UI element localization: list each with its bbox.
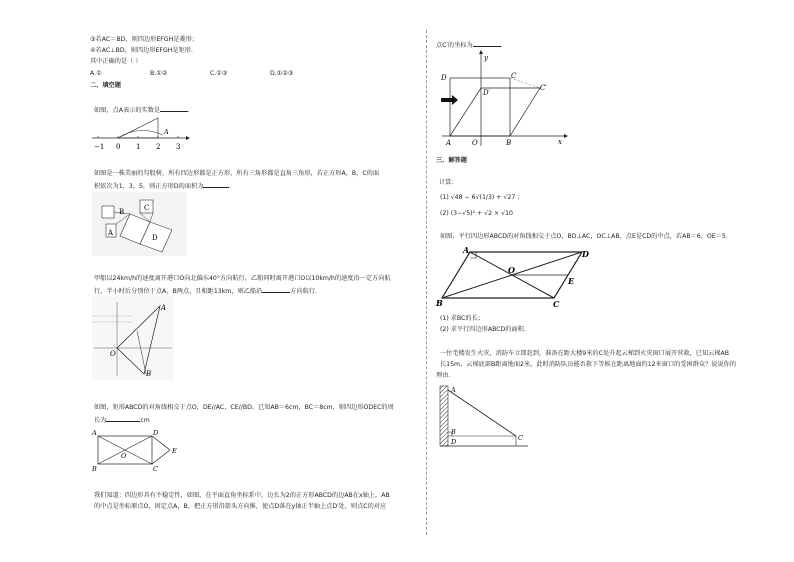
calc-2: (2) (3−√5)² + √2 × √10 — [440, 210, 513, 217]
coordinate-figure — [436, 50, 568, 146]
vertex-c-prime-label: C′ — [540, 84, 547, 92]
calc-label: 计算： — [439, 179, 458, 186]
point-o-label: O — [121, 452, 127, 460]
vertex-c-label: C — [553, 299, 560, 309]
q1-text: 如图，点A表示的实数是 ． — [94, 107, 195, 114]
statement-3: ③若AC＝BD，则四边形EFGH是菱形； — [90, 36, 198, 43]
parallelogram-question: 如图，平行四边形ABCD的对角线相交于点O，BD⊥AC，OC⊥AB，点E是CD的中点，若AB＝6，OE＝5. — [440, 233, 728, 240]
origin-label: O — [472, 139, 478, 147]
q5-line2: 的中点是坐标原点O，固定点A，B，把正方形沿箭头方向推，使点D落在y轴正半轴上点D′处，则点C的对应 — [94, 503, 387, 510]
ladder-figure — [438, 382, 532, 450]
point-d-label: D — [451, 438, 457, 446]
point-o-label: O — [110, 350, 116, 358]
vertex-a-label: A — [463, 245, 470, 255]
fire-question-line1: 一住宅楼发生火灾，消防车立即赶到，准备在距大楼9米的C处升起云梯到火灾窗口展开营救，已知云梯AB — [440, 350, 729, 357]
tick-label-0: 0 — [116, 143, 121, 151]
section-fill-blank-heading: 二、填空题 — [90, 82, 121, 89]
point-a-label: A — [451, 386, 456, 394]
fire-question-line3: 理由． — [436, 372, 455, 379]
point-a-label: A — [164, 128, 169, 136]
q5-line1: 我们知道：四边形具有不稳定性，如图，在平面直角坐标系中，边长为2的正方形ABCD的边AB在x轴上，AB — [94, 492, 390, 499]
option-d: D.①②③ — [270, 70, 294, 77]
fire-question-line2: 长15m，云梯底部B距离地面2米，此时消防队员能否救下等候在距离地面约12米窗口的受困群众？说说你的 — [440, 361, 737, 368]
square-d-label: D — [152, 234, 158, 242]
q4-line2: 长为 cm — [94, 417, 150, 424]
parallelogram-figure — [436, 244, 592, 308]
y-axis-label: y — [484, 54, 488, 62]
tick-label-1: 1 — [136, 143, 141, 151]
q5-answer-line: 点C′的坐标为 ． — [436, 42, 507, 49]
statement-4: ④若AC⊥BD，则四边形EFGH是矩形． — [90, 47, 198, 54]
vertex-c-label: C — [153, 465, 158, 473]
section-solve-heading: 三、解答题 — [436, 157, 467, 164]
vertex-d-label: D — [582, 249, 589, 259]
parallelogram-part1: (1) 求BC的长； — [440, 315, 484, 322]
parallelogram-part2: (2) 求平行四边形ABCD的面积． — [440, 326, 531, 333]
vertex-a-label: A — [92, 429, 97, 437]
point-b-label: B — [146, 370, 152, 378]
rectangle-figure — [92, 428, 184, 472]
vertex-b-label: B — [436, 298, 443, 308]
q3-line1: 甲船以24km/h的速度离开港口O向北偏东40°方向航行，乙船同时离开港口O以10km/h的速度沿一定方向航 — [94, 275, 391, 282]
point-a-label: A — [161, 304, 167, 312]
square-b-label: B — [119, 208, 125, 216]
point-o-label: O — [508, 265, 515, 275]
q4-line1: 如图，矩形ABCD的对角线相交于点O，DE//AC，CE//BD，已知AB＝6cm，BC＝8cm，则四边形ODEC的周 — [94, 404, 394, 411]
vertex-d-prime-label: D′ — [483, 89, 491, 97]
vertex-c-label: C — [511, 72, 517, 80]
x-axis-label: x — [558, 138, 562, 146]
question-stem: 其中正确的是（ ） — [90, 58, 142, 65]
option-b: B.①② — [150, 70, 168, 77]
vertex-b-label: B — [506, 139, 512, 147]
tick-label-2: 2 — [156, 143, 161, 151]
point-b-label: B — [451, 428, 456, 436]
vertex-a-label: A — [446, 139, 452, 147]
q3-line2: 行，半小时后分别位于点A，B两点，且相距13km，则乙船沿 方向航行． — [94, 288, 322, 295]
vertex-b-label: B — [92, 465, 97, 473]
column-divider — [426, 30, 427, 535]
vertex-d-label: D — [153, 429, 159, 437]
q2-line2: 积依次为1，3，5，则正方形D的面积为 ． — [94, 183, 236, 190]
tick-label-neg1: −1 — [94, 143, 105, 151]
vertex-d-label: D — [441, 74, 447, 82]
calc-1: (1) √48 − 6√(1/3) + √27 ； — [440, 194, 524, 201]
square-c-label: C — [144, 204, 150, 212]
ships-figure — [92, 296, 174, 380]
tick-label-3: 3 — [176, 143, 181, 151]
option-a: A.① — [90, 70, 102, 77]
point-e-label: E — [568, 276, 575, 286]
point-e-label: E — [172, 447, 177, 455]
square-a-label: A — [108, 229, 114, 237]
q2-line1: 如图是一株美丽的勾股树，所有四边形都是正方形，所有三角形都是直角三角形，若正方形A，B，C的面 — [94, 170, 380, 177]
number-line-figure — [90, 115, 190, 153]
option-c: C.①③ — [210, 70, 228, 77]
point-c-label: C — [518, 434, 523, 442]
pythagoras-tree-figure — [92, 192, 187, 256]
